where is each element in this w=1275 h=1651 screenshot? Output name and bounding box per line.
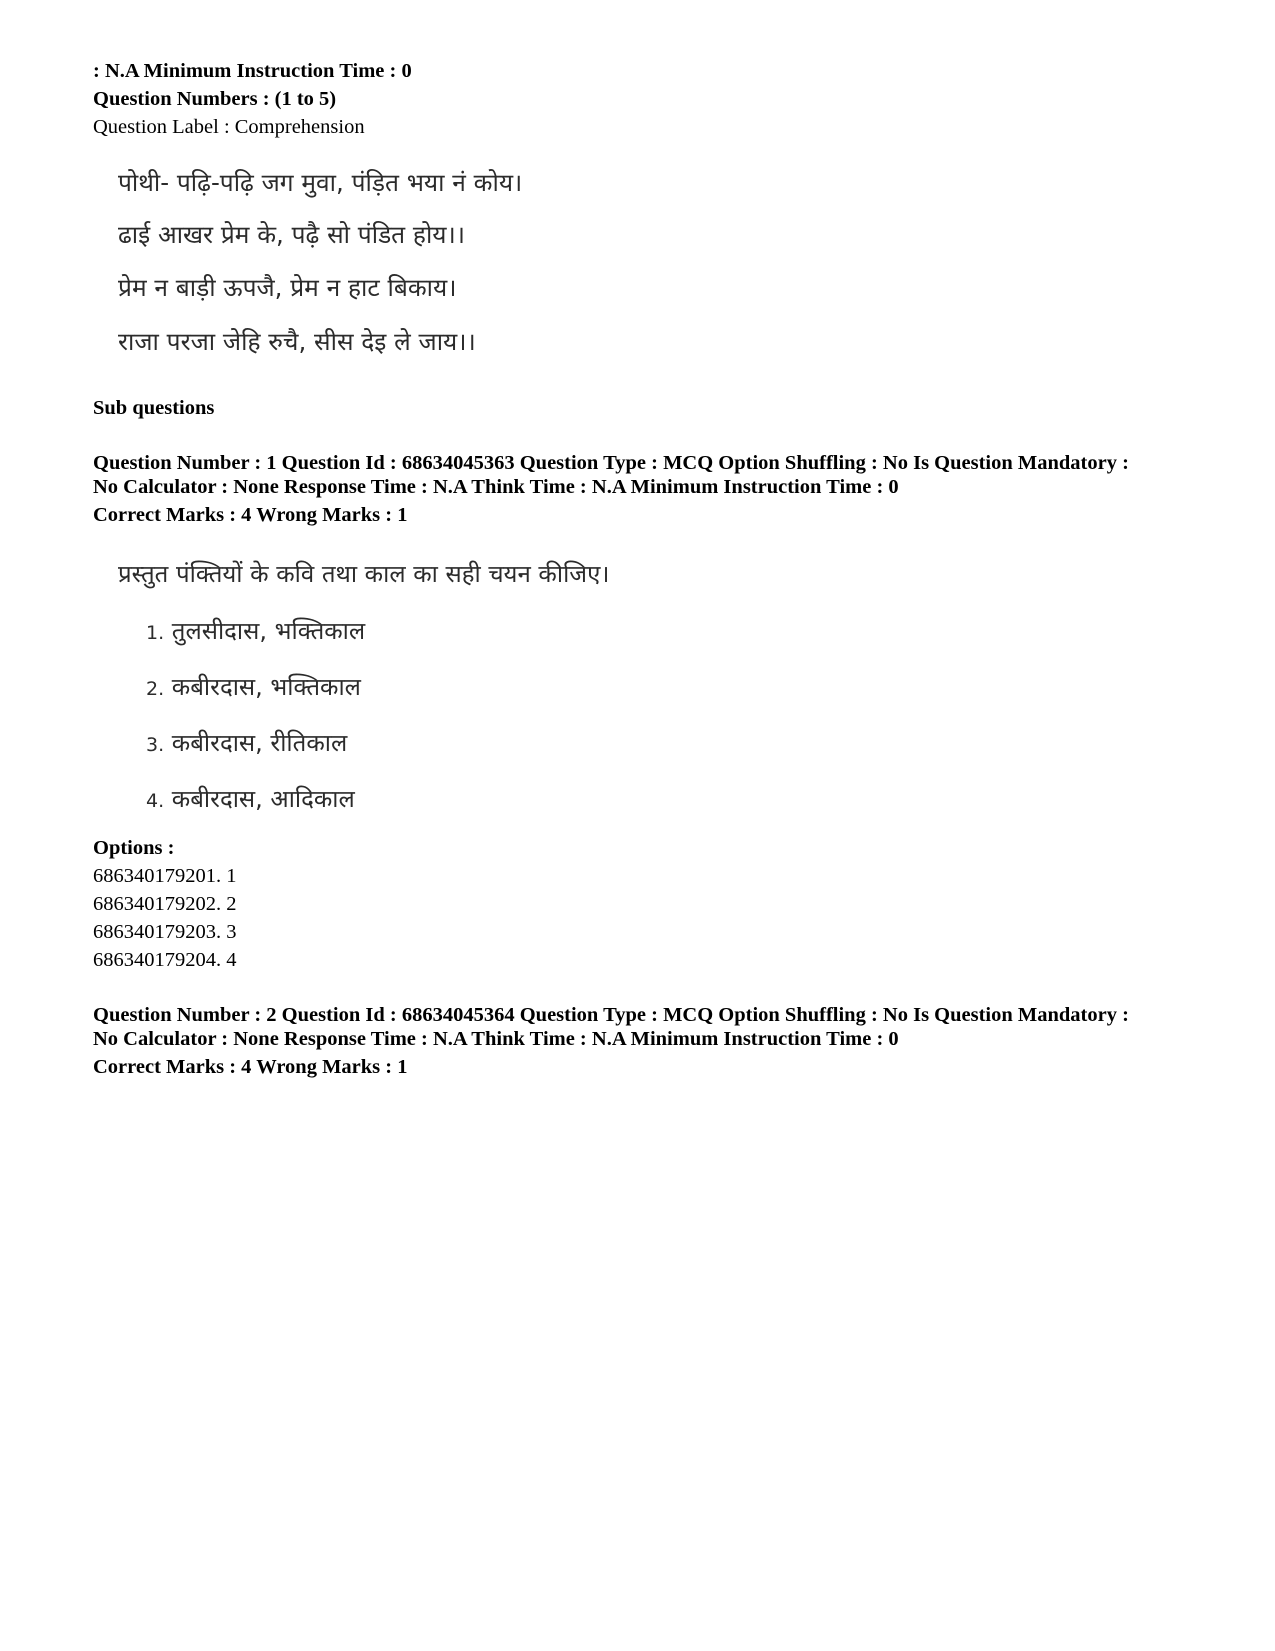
question-1-text: प्रस्तुत पंक्तियों के कवि तथा काल का सही चयन कीजिए। (118, 560, 610, 588)
question-1-choice (146, 614, 365, 650)
choice-number: 4. (146, 790, 165, 812)
question-1-marks: Correct Marks : 4 Wrong Marks : 1 (93, 504, 408, 526)
passage-line-2: ढाई आखर प्रेम के, पढ़ै सो पंडित होय।। (118, 220, 466, 249)
question-1-meta-line-2: No Calculator : None Response Time : N.A Think Time : N.A Minimum Instruction Time : 0 (93, 476, 899, 498)
option-row: 686340179201. 1 (93, 865, 237, 887)
choice-number: 1. (146, 622, 165, 644)
choice-number: 3. (146, 734, 165, 756)
question-2-meta-line-2: No Calculator : None Response Time : N.A Think Time : N.A Minimum Instruction Time : 0 (93, 1028, 899, 1050)
question-2-meta-line-1: Question Number : 2 Question Id : 68634045364 Question Type : MCQ Option Shuffling : No Is Question Mandatory : (93, 1004, 1129, 1026)
header-instruction-time: : N.A Minimum Instruction Time : 0 (93, 60, 412, 82)
sub-questions-heading: Sub questions (93, 397, 215, 419)
question-1-meta-line-1: Question Number : 1 Question Id : 68634045363 Question Type : MCQ Option Shuffling : No Is Question Mandatory : (93, 452, 1129, 474)
passage-line-4: राजा परजा जेहि रुचै, सीस देइ ले जाय।। (118, 327, 476, 356)
question-numbers-range: Question Numbers : (1 to 5) (93, 88, 337, 110)
passage-line-3: प्रेम न बाड़ी ऊपजै, प्रेम न हाट बिकाय। (118, 273, 457, 302)
question-2-marks: Correct Marks : 4 Wrong Marks : 1 (93, 1056, 408, 1078)
choice-number: 2. (146, 678, 165, 700)
question-label: Question Label : Comprehension (93, 116, 365, 138)
option-row: 686340179202. 2 (93, 893, 237, 915)
passage-line-1: पोथी- पढ़ि-पढ़ि जग मुवा, पंड़ित भया नं कोय। (118, 168, 523, 197)
options-heading: Options : (93, 837, 175, 859)
choice-text: कबीरदास, भक्तिकाल (171, 673, 361, 701)
choice-text: कबीरदास, आदिकाल (171, 785, 355, 813)
option-row: 686340179204. 4 (93, 949, 237, 971)
option-row: 686340179203. 3 (93, 921, 237, 943)
question-1-choice (146, 726, 347, 762)
choice-text: कबीरदास, रीतिकाल (171, 729, 348, 757)
question-1-choice (146, 782, 355, 818)
question-1-choice (146, 670, 361, 706)
choice-text: तुलसीदास, भक्तिकाल (171, 617, 366, 645)
